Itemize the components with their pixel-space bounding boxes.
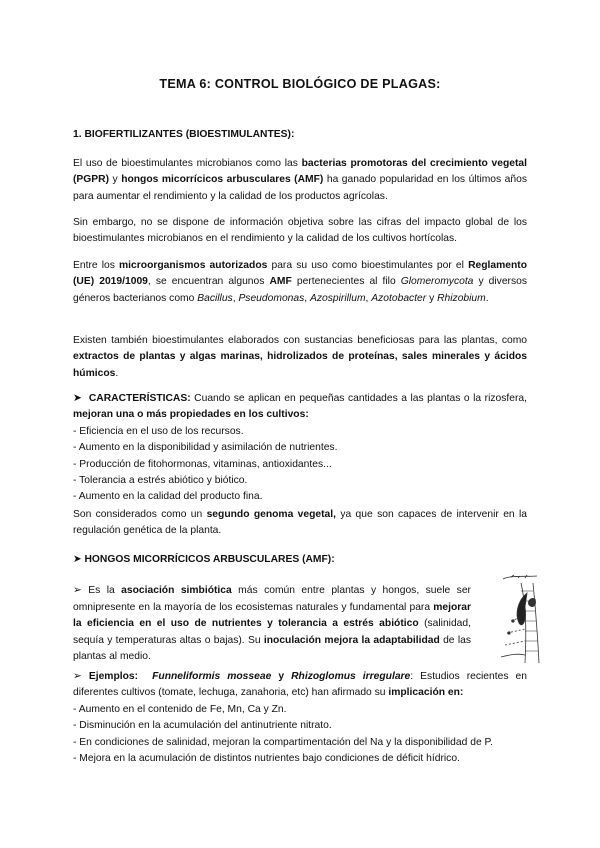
text: de las plantas al medio. [73, 634, 472, 663]
arrow-bullet-icon: ➢ [73, 584, 82, 596]
bold-text: Reglamento (UE) 2019/1009 [73, 260, 527, 288]
text: y diversos géneros bacterianos como [73, 276, 528, 304]
text: y [109, 174, 122, 186]
bold-text: implicación en: [388, 687, 464, 699]
text: ha ganado popularidad en los últimos años para aumentar el rendimiento y la calidad de los productos agrícolas. [73, 174, 528, 202]
text: y [271, 671, 292, 682]
species-name: Funneliformis mosseae [152, 671, 272, 682]
italic-text: Azospirillum [310, 292, 366, 304]
bold-text: mejoran una o más propiedades en los cultivos: [73, 409, 309, 421]
paragraph-existen-tambien [73, 333, 527, 382]
text: : Estudios recientes en diferentes cultivos (tomate, lechuga, zanahoria, etc) han afirmado su [73, 671, 527, 699]
text: , se encuentran algunos [147, 276, 270, 288]
ejemplos-label: Ejemplos: [88, 671, 139, 682]
bold-text: segundo genoma vegetal, [206, 509, 336, 520]
paragraph-sin-embargo: Sin embargo, no se dispone de información objetiva sobre las cifras del impacto global de los bioestimulantes microbianos en el rendimiento y la calidad de los cultivos hortícolas. [73, 217, 527, 245]
italic-text: Rhizobium [437, 292, 486, 304]
text: . [485, 292, 489, 304]
paragraph-asociacion-simbiotica [73, 582, 471, 666]
page-title: TEMA 6: CONTROL BIOLÓGICO DE PLAGAS: [159, 77, 441, 91]
text: ya que son capaces de intervenir en la regulación genética de la planta. [73, 509, 528, 537]
mycorrhiza-root-illustration [481, 571, 549, 667]
section-heading-amf: ➤ HONGOS MICORRÍCICOS ARBUSCULARES (AMF): [73, 554, 335, 565]
text: Existen también bioestimulantes elaborados con sustancias beneficiosas para las plantas, como [73, 335, 527, 346]
list-item: - Mejora en la acumulación de distintos nutrientes bajo condiciones de déficit hídrico. [73, 753, 460, 765]
list-item: - Eficiencia en el uso de los recursos. [73, 425, 244, 437]
list-item: - Aumento en la calidad del producto fina. [73, 491, 263, 503]
ejemplos-intro [73, 668, 527, 702]
bold-text: mejorar la eficiencia en el uso de nutrientes y tolerancia a estrés abiótico [73, 601, 471, 630]
section-heading-biofertilizantes: 1. BIOFERTILIZANTES (BIOESTIMULANTES): [73, 129, 295, 140]
text: Entre los [73, 260, 120, 271]
italic-text: Azotobacter [371, 292, 427, 304]
species-name: Rhizoglomus irregulare [291, 671, 411, 682]
caracteristicas-section [73, 390, 527, 506]
arrow-bullet-icon: ➢ [73, 670, 82, 682]
paragraph-segundo-genoma [73, 507, 527, 540]
italic-text: Pseudomonas [238, 292, 305, 304]
bold-text: extractos de plantas y algas marinas, hidrolizados de proteínas, sales minerales y ácidos húmicos [73, 351, 527, 379]
arrow-bullet-icon: ➤ [73, 392, 82, 404]
list-item: - Disminución en la acumulación del antinutriente nitrato. [73, 720, 332, 732]
text: Son considerados como un [73, 509, 207, 520]
paragraph-microorganismos-autorizados [73, 258, 527, 307]
text: El uso de bioestimulantes microbianos como las [73, 158, 302, 169]
text: , [232, 292, 239, 304]
bold-text: inoculación mejora la adaptabilidad [263, 634, 440, 646]
bold-text: microorganismos autorizados [119, 260, 268, 271]
list-item: - Producción de fitohormonas, vitaminas, antioxidantes... [73, 458, 332, 470]
list-item: - Tolerancia a estrés abiótico y biótico. [73, 475, 248, 487]
caracteristicas-label: CARACTERÍSTICAS: [88, 393, 191, 404]
list-item: - Aumento en la disponibilidad y asimilación de nutrientes. [73, 442, 338, 454]
italic-text: Bacillus [197, 292, 233, 304]
paragraph-bioestimulantes-uso [73, 156, 527, 205]
text: Cuando se aplican en pequeñas cantidades a las plantas o la rizosfera, [190, 393, 527, 404]
text: y [426, 292, 438, 304]
bold-text: AMF [269, 276, 292, 288]
bold-text: hongos micorrícicos arbusculares (AMF) [121, 174, 324, 186]
text: para su uso como bioestimulantes por el [267, 260, 469, 271]
caracteristicas-intro [73, 390, 527, 424]
list-item: - Aumento en el contenido de Fe, Mn, Ca y Zn. [73, 703, 287, 715]
text: Es la [81, 585, 122, 596]
list-item: - En condiciones de salinidad, mejoran la compartimentación del Na y la disponibilidad de P. [73, 736, 493, 748]
ejemplos-section [73, 668, 527, 767]
text: (salinidad, sequía y temperaturas altas o bajas). Su [73, 618, 472, 646]
text: . [115, 367, 119, 379]
text: más común entre plantas y hongos, suele ser omnipresente en la mayoría de los ecosistemas naturales y fundamental para [73, 585, 471, 613]
text: , [365, 292, 372, 304]
text: pertenecientes al filo [291, 276, 401, 288]
text: , [304, 292, 311, 304]
bold-text: bacterias promotoras del crecimiento vegetal (PGPR) [73, 158, 527, 186]
bold-text: asociación simbiótica [121, 585, 232, 596]
italic-text: Glomeromycota [400, 276, 474, 288]
